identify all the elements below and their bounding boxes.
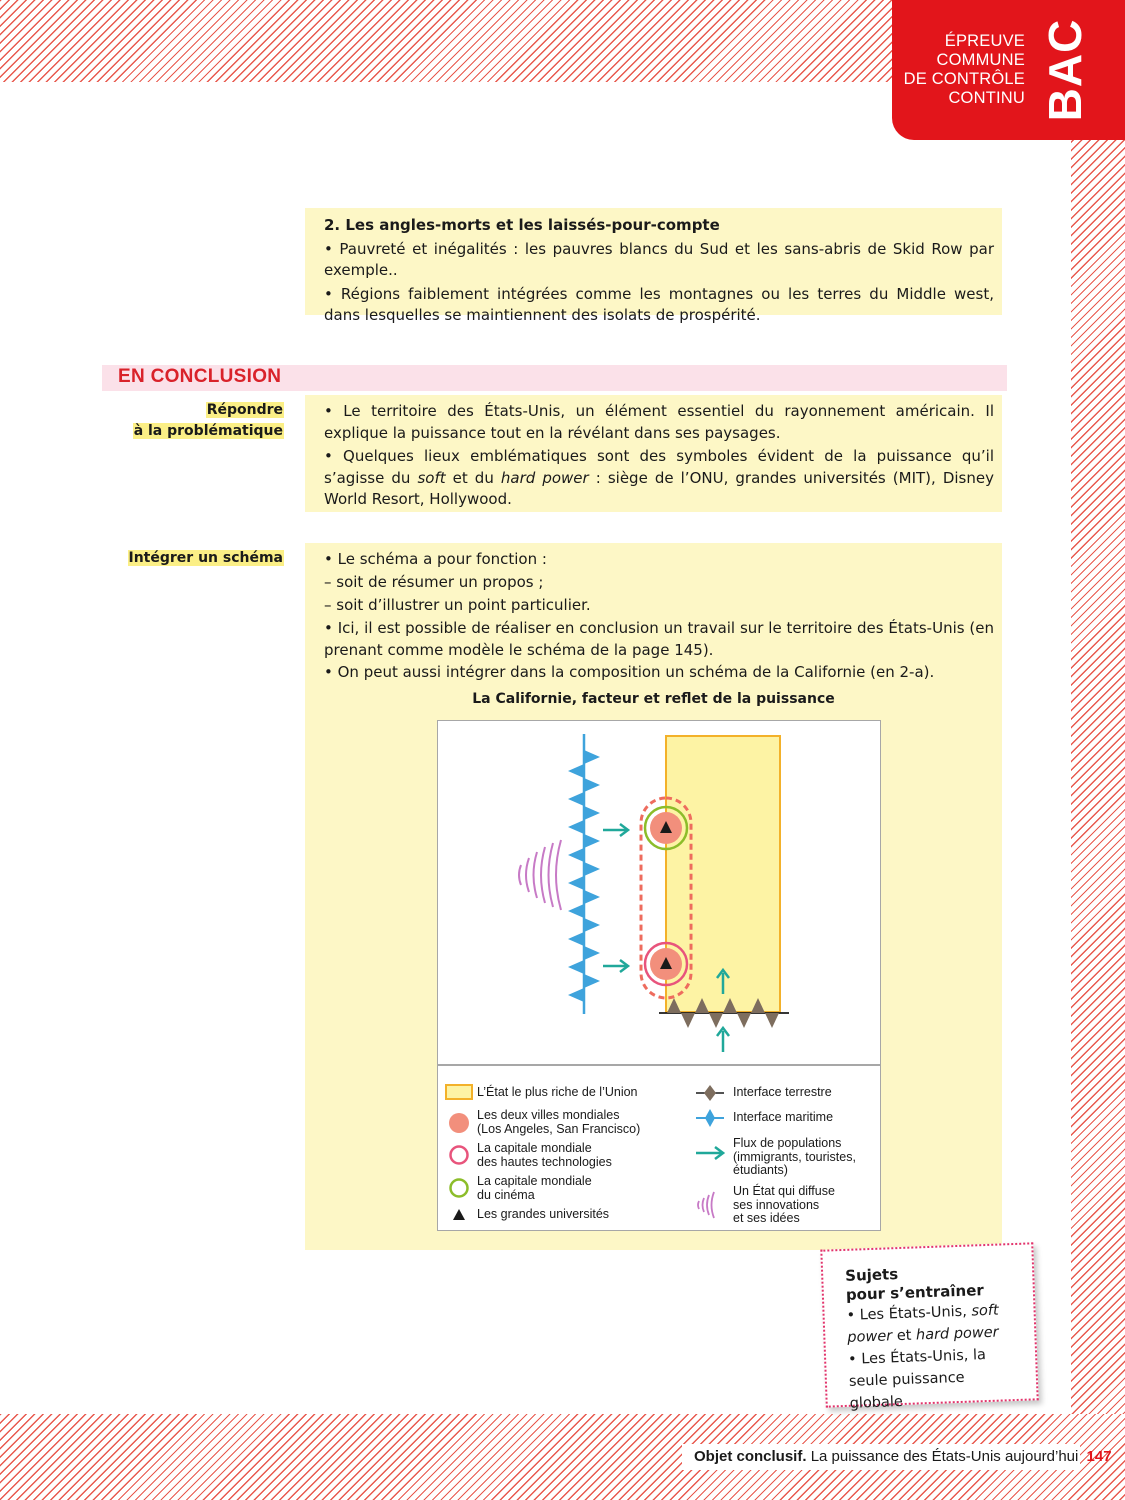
schema-line-5: • On peut aussi intégrer dans la composition un schéma de la Californie (en 2-a). — [324, 663, 935, 681]
legend-cinema: La capitale mondiale du cinéma — [477, 1174, 592, 1202]
schema-line-4: • Ici, il est possible de réaliser en conclusion un travail sur le territoire des États-Unis (en prenant comme modèle le schéma de la page 145). — [324, 619, 994, 659]
diffusion-legend-icon — [696, 1189, 722, 1221]
legend-diffusion: Un État qui diffuse ses innovations et ses idées — [733, 1184, 835, 1225]
answer-box — [305, 395, 1002, 512]
training-topics-title-2: pour s’entraîner — [845, 1281, 985, 1304]
page-footer — [682, 1444, 1112, 1470]
page-number: 147 — [1086, 1448, 1112, 1465]
schema-line-1: • Le schéma a pour fonction : — [324, 550, 547, 568]
training-topics-card — [820, 1242, 1038, 1412]
legend-land-interface: Interface terrestre — [733, 1085, 832, 1099]
footer-text: La puissance des États-Unis aujourd’hui — [810, 1448, 1079, 1465]
part2-box — [305, 208, 1002, 324]
footer-label: Objet conclusif. — [694, 1448, 807, 1465]
answer-paragraph-1: • Le territoire des États-Unis, un élément essentiel du rayonnement américain. Il explique la puissance tout en la révélant dans ses paysages. — [324, 402, 994, 442]
sea-interface-teeth — [568, 750, 600, 1002]
answer-label: Répondre à la problématique — [133, 402, 283, 439]
answer-paragraph-2: • Quelques lieux emblématiques sont des symboles évident de la puissance qu’il s’agisse du soft et du hard power : siège de l’ONU, grandes universités (MIT), Disney World Resort, Hollywood. — [324, 447, 994, 508]
flux-legend-icon — [695, 1145, 725, 1161]
schema-label: Intégrer un schéma — [128, 550, 283, 566]
right-hatch-band — [1071, 82, 1125, 1500]
training-topic-1: • Les États-Unis, soft power et hard power — [846, 1302, 999, 1346]
tech-legend-icon — [448, 1144, 470, 1166]
sea-legend-icon — [695, 1108, 725, 1128]
land-legend-icon — [695, 1084, 725, 1102]
legend-state: L’État le plus riche de l’Union — [477, 1085, 638, 1099]
legend-divider — [437, 1064, 881, 1066]
schema-line-3: – soit d’illustrer un point particulier. — [324, 596, 591, 614]
schema-line-2: – soit de résumer un propos ; — [324, 573, 544, 591]
university-legend-icon — [452, 1208, 466, 1222]
training-topic-2: • Les États-Unis, la seule puissance globale — [847, 1347, 987, 1412]
city-legend-icon — [448, 1112, 470, 1134]
california-diagram — [437, 720, 881, 1065]
part2-item-1: • Pauvreté et inégalités : les pauvres blancs du Sud et les sans-abris de Skid Row par exemple.. — [324, 239, 994, 279]
legend-sea-interface: Interface maritime — [733, 1110, 834, 1124]
state-legend-icon — [445, 1083, 473, 1101]
legend-universities: Les grandes universités — [477, 1207, 610, 1221]
legend-tech: La capitale mondiale des hautes technologies — [477, 1141, 612, 1169]
conclusion-heading: EN CONCLUSION — [118, 366, 282, 387]
legend-cities: Les deux villes mondiales (Los Angeles, San Francisco) — [477, 1108, 641, 1136]
bac-badge-lines: ÉPREUVE COMMUNE DE CONTRÔLE CONTINU — [903, 32, 1025, 107]
part2-title: 2. Les angles-morts et les laissés-pour-compte — [324, 216, 720, 234]
training-topics-title-1: Sujets — [844, 1265, 899, 1285]
legend-flux: Flux de populations (immigrants, touristes, étudiants) — [733, 1136, 856, 1177]
cinema-legend-icon — [448, 1177, 470, 1199]
diffusion-arcs — [519, 840, 561, 910]
bac-word: BAC — [1039, 18, 1091, 122]
diagram-title: La Californie, facteur et reflet de la puissance — [472, 691, 835, 707]
part2-item-2: • Régions faiblement intégrées comme les montagnes ou les terres du Middle west, dans lesquelles se maintiennent des isolats de prospérité. — [324, 284, 994, 324]
